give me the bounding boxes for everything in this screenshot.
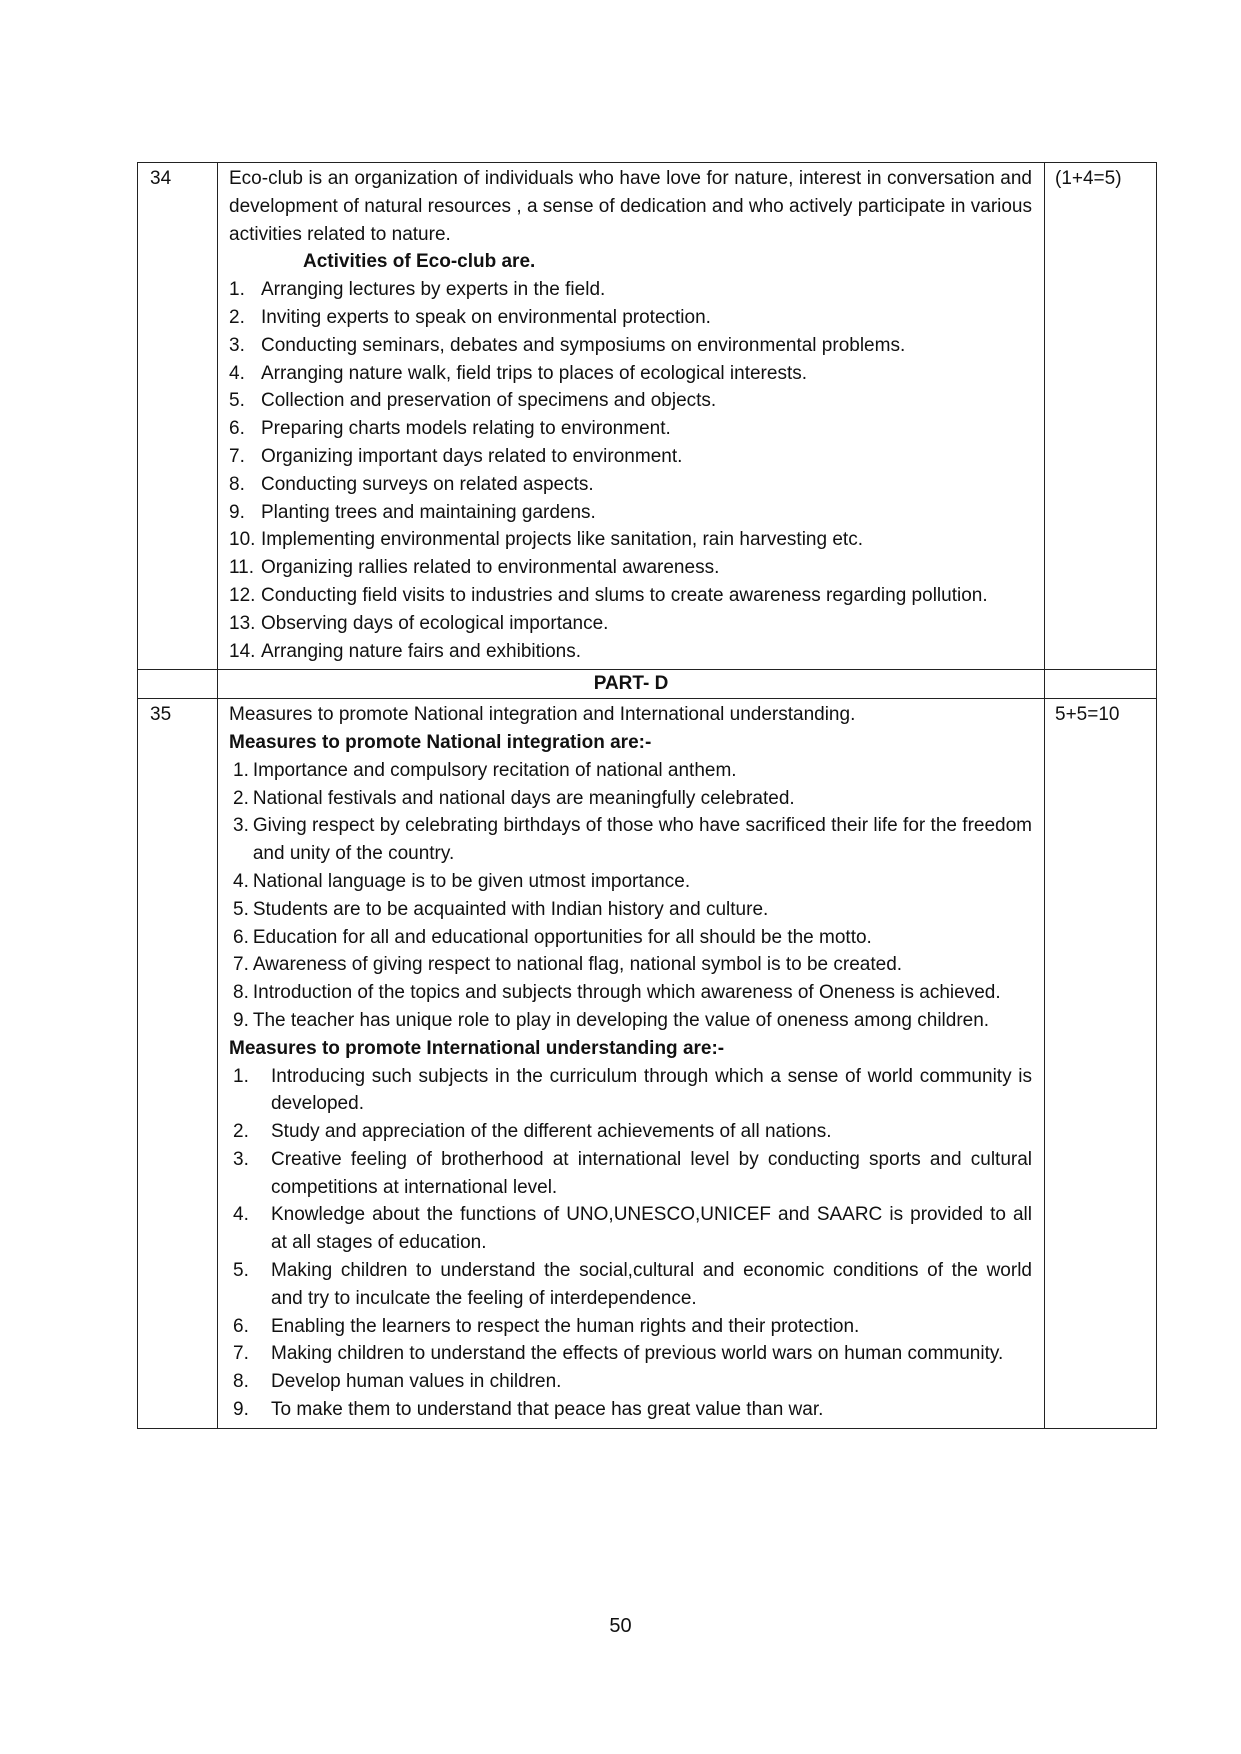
part-heading-row bbox=[138, 670, 1157, 699]
list-item-text: Conducting seminars, debates and symposiums on environmental problems. bbox=[261, 334, 906, 356]
list-item bbox=[229, 1118, 1032, 1146]
activities-list bbox=[229, 276, 1032, 665]
list-item-text: Organizing rallies related to environmental awareness. bbox=[261, 557, 720, 579]
question-row-35 bbox=[138, 699, 1157, 1429]
list-item-number: 1. bbox=[233, 1065, 249, 1087]
list-item-text: Planting trees and maintaining gardens. bbox=[261, 501, 596, 523]
list-item-text: Making children to understand the social,cultural and economic conditions of the world and try to inculcate the feeling of interdependence. bbox=[271, 1260, 1032, 1309]
list-item-text: Introducing such subjects in the curriculum through which a sense of world community is developed. bbox=[271, 1065, 1032, 1115]
list-item bbox=[229, 1063, 1032, 1119]
list-item-text: Creative feeling of brotherhood at international level by conducting sports and cultural competitions at international level. bbox=[271, 1148, 1032, 1198]
list-item bbox=[229, 499, 1032, 527]
list-item bbox=[229, 1257, 1032, 1313]
list-item-text: Arranging nature walk, field trips to places of ecological interests. bbox=[261, 362, 807, 384]
section-heading: Measures to promote National integration are:- bbox=[229, 731, 652, 753]
list-item bbox=[229, 951, 1032, 979]
list-item-number: 3. bbox=[233, 1148, 249, 1170]
list-item bbox=[229, 1007, 1032, 1035]
list-item-number: 4. bbox=[229, 362, 245, 384]
list-item-number: 1. bbox=[229, 279, 245, 301]
list-item bbox=[229, 785, 1032, 813]
list-item-text: Observing days of ecological importance. bbox=[261, 612, 609, 634]
list-item-text: National language is to be given utmost importance. bbox=[252, 870, 691, 892]
list-item-number: 2. bbox=[229, 306, 245, 328]
list-item-number: 11. bbox=[229, 557, 255, 579]
list-item bbox=[229, 471, 1032, 499]
list-item-number: 6. bbox=[233, 1315, 249, 1337]
list-item bbox=[229, 812, 1032, 868]
list-item-text: Inviting experts to speak on environmental protection. bbox=[261, 306, 711, 328]
list-item-number: 7. bbox=[229, 445, 245, 467]
marks-cell: 5+5=10 bbox=[1045, 699, 1157, 1429]
list-item-number: 9. bbox=[233, 1009, 249, 1031]
list-item bbox=[229, 1396, 1032, 1424]
list-item-number: 3. bbox=[233, 815, 249, 837]
list-item-text: Awareness of giving respect to national flag, national symbol is to be created. bbox=[252, 954, 903, 976]
list-item-text: Giving respect by celebrating birthdays of those who have sacrificed their life for the freedom and unity of the country. bbox=[252, 815, 1032, 865]
list-item-number: 4. bbox=[233, 1204, 249, 1226]
list-item-number: 2. bbox=[233, 1121, 249, 1143]
answer-intro: Eco-club is an organization of individuals who have love for nature, interest in conversation and development of natural resources , a sense of dedication and who actively participate in various activities related to nature. bbox=[229, 168, 1032, 245]
list-item bbox=[229, 924, 1032, 952]
list-item-text: Preparing charts models relating to environment. bbox=[261, 418, 671, 440]
list-item-number: 6. bbox=[229, 418, 245, 440]
list-item-number: 3. bbox=[229, 334, 245, 356]
list-item bbox=[229, 868, 1032, 896]
answer-body bbox=[218, 163, 1045, 670]
list-item-text: Making children to understand the effects of previous world wars on human community. bbox=[271, 1343, 1004, 1365]
list-item-number: 9. bbox=[229, 501, 245, 523]
list-item-number: 8. bbox=[233, 1371, 249, 1393]
list-item bbox=[229, 304, 1032, 332]
list-item-text: National festivals and national days are meaningfully celebrated. bbox=[252, 787, 795, 809]
list-item-text: The teacher has unique role to play in developing the value of oneness among children. bbox=[252, 1009, 990, 1031]
list-item-text: Enabling the learners to respect the human rights and their protection. bbox=[271, 1315, 860, 1337]
list-item bbox=[229, 757, 1032, 785]
section-heading: Measures to promote International understanding are:- bbox=[229, 1037, 725, 1059]
list-item bbox=[229, 979, 1032, 1007]
list-item bbox=[229, 1146, 1032, 1202]
list-item bbox=[229, 582, 1032, 610]
list-item-text: Knowledge about the functions of UNO,UNESCO,UNICEF and SAARC is provided to all at all stages of education. bbox=[271, 1204, 1032, 1254]
list-item-number: 7. bbox=[233, 954, 249, 976]
list-item-number: 13. bbox=[229, 612, 256, 634]
list-item-text: Introduction of the topics and subjects through which awareness of Oneness is achieved. bbox=[252, 982, 1001, 1004]
list-item-text: Students are to be acquainted with Indian history and culture. bbox=[252, 898, 769, 920]
list-item bbox=[229, 415, 1032, 443]
answer-table bbox=[137, 162, 1157, 1429]
list-item bbox=[229, 443, 1032, 471]
list-item-text: Implementing environmental projects like sanitation, rain harvesting etc. bbox=[261, 529, 863, 551]
empty-cell bbox=[1045, 670, 1157, 699]
list-item-text: Collection and preservation of specimens and objects. bbox=[261, 390, 717, 412]
list-item-number: 10. bbox=[229, 529, 256, 551]
list-item bbox=[229, 360, 1032, 388]
marks-cell: (1+4=5) bbox=[1045, 163, 1157, 670]
list-item-text: Conducting surveys on related aspects. bbox=[261, 473, 594, 495]
empty-cell bbox=[138, 670, 218, 699]
list-item-number: 1. bbox=[233, 759, 249, 781]
list-item-number: 14. bbox=[229, 640, 256, 662]
list-item bbox=[229, 387, 1032, 415]
part-heading: PART- D bbox=[218, 670, 1045, 699]
list-item-text: Arranging nature fairs and exhibitions. bbox=[261, 640, 582, 662]
list-item-text: Develop human values in children. bbox=[271, 1371, 562, 1393]
list-item-text: Arranging lectures by experts in the field. bbox=[261, 279, 606, 301]
answer-body bbox=[218, 699, 1045, 1429]
list-item-number: 6. bbox=[233, 926, 249, 948]
section-heading: Activities of Eco-club are. bbox=[303, 251, 536, 273]
list-item-number: 2. bbox=[233, 787, 249, 809]
list-item-number: 5. bbox=[233, 898, 249, 920]
list-item-number: 5. bbox=[233, 1260, 249, 1282]
list-item-number: 8. bbox=[233, 982, 249, 1004]
answer-intro: Measures to promote National integration and International understanding. bbox=[229, 704, 856, 726]
question-row-34 bbox=[138, 163, 1157, 670]
page-number: 50 bbox=[609, 1615, 632, 1637]
list-item bbox=[229, 610, 1032, 638]
list-item bbox=[229, 896, 1032, 924]
list-item bbox=[229, 554, 1032, 582]
question-number: 34 bbox=[138, 163, 218, 670]
list-item bbox=[229, 332, 1032, 360]
list-item-number: 9. bbox=[233, 1399, 249, 1421]
list-item bbox=[229, 1368, 1032, 1396]
list-item-number: 5. bbox=[229, 390, 245, 412]
list-item-text: Conducting field visits to industries and slums to create awareness regarding pollution. bbox=[261, 584, 988, 606]
list-item-number: 7. bbox=[233, 1343, 249, 1365]
list-item-text: Importance and compulsory recitation of national anthem. bbox=[252, 759, 737, 781]
list-item bbox=[229, 1313, 1032, 1341]
list-item bbox=[229, 1340, 1032, 1368]
list-item-number: 4. bbox=[233, 870, 249, 892]
list-item-text: Organizing important days related to environment. bbox=[261, 445, 683, 467]
list-item-number: 8. bbox=[229, 473, 245, 495]
list-item-text: To make them to understand that peace has great value than war. bbox=[271, 1399, 824, 1421]
list-item bbox=[229, 638, 1032, 666]
question-number: 35 bbox=[138, 699, 218, 1429]
list-item bbox=[229, 276, 1032, 304]
list-item bbox=[229, 1201, 1032, 1257]
list-item-text: Study and appreciation of the different achievements of all nations. bbox=[271, 1121, 832, 1143]
list-item-number: 12. bbox=[229, 584, 256, 606]
list-item bbox=[229, 526, 1032, 554]
national-measures-list bbox=[229, 757, 1032, 1035]
international-measures-list bbox=[229, 1063, 1032, 1424]
list-item-text: Education for all and educational opportunities for all should be the motto. bbox=[252, 926, 872, 948]
